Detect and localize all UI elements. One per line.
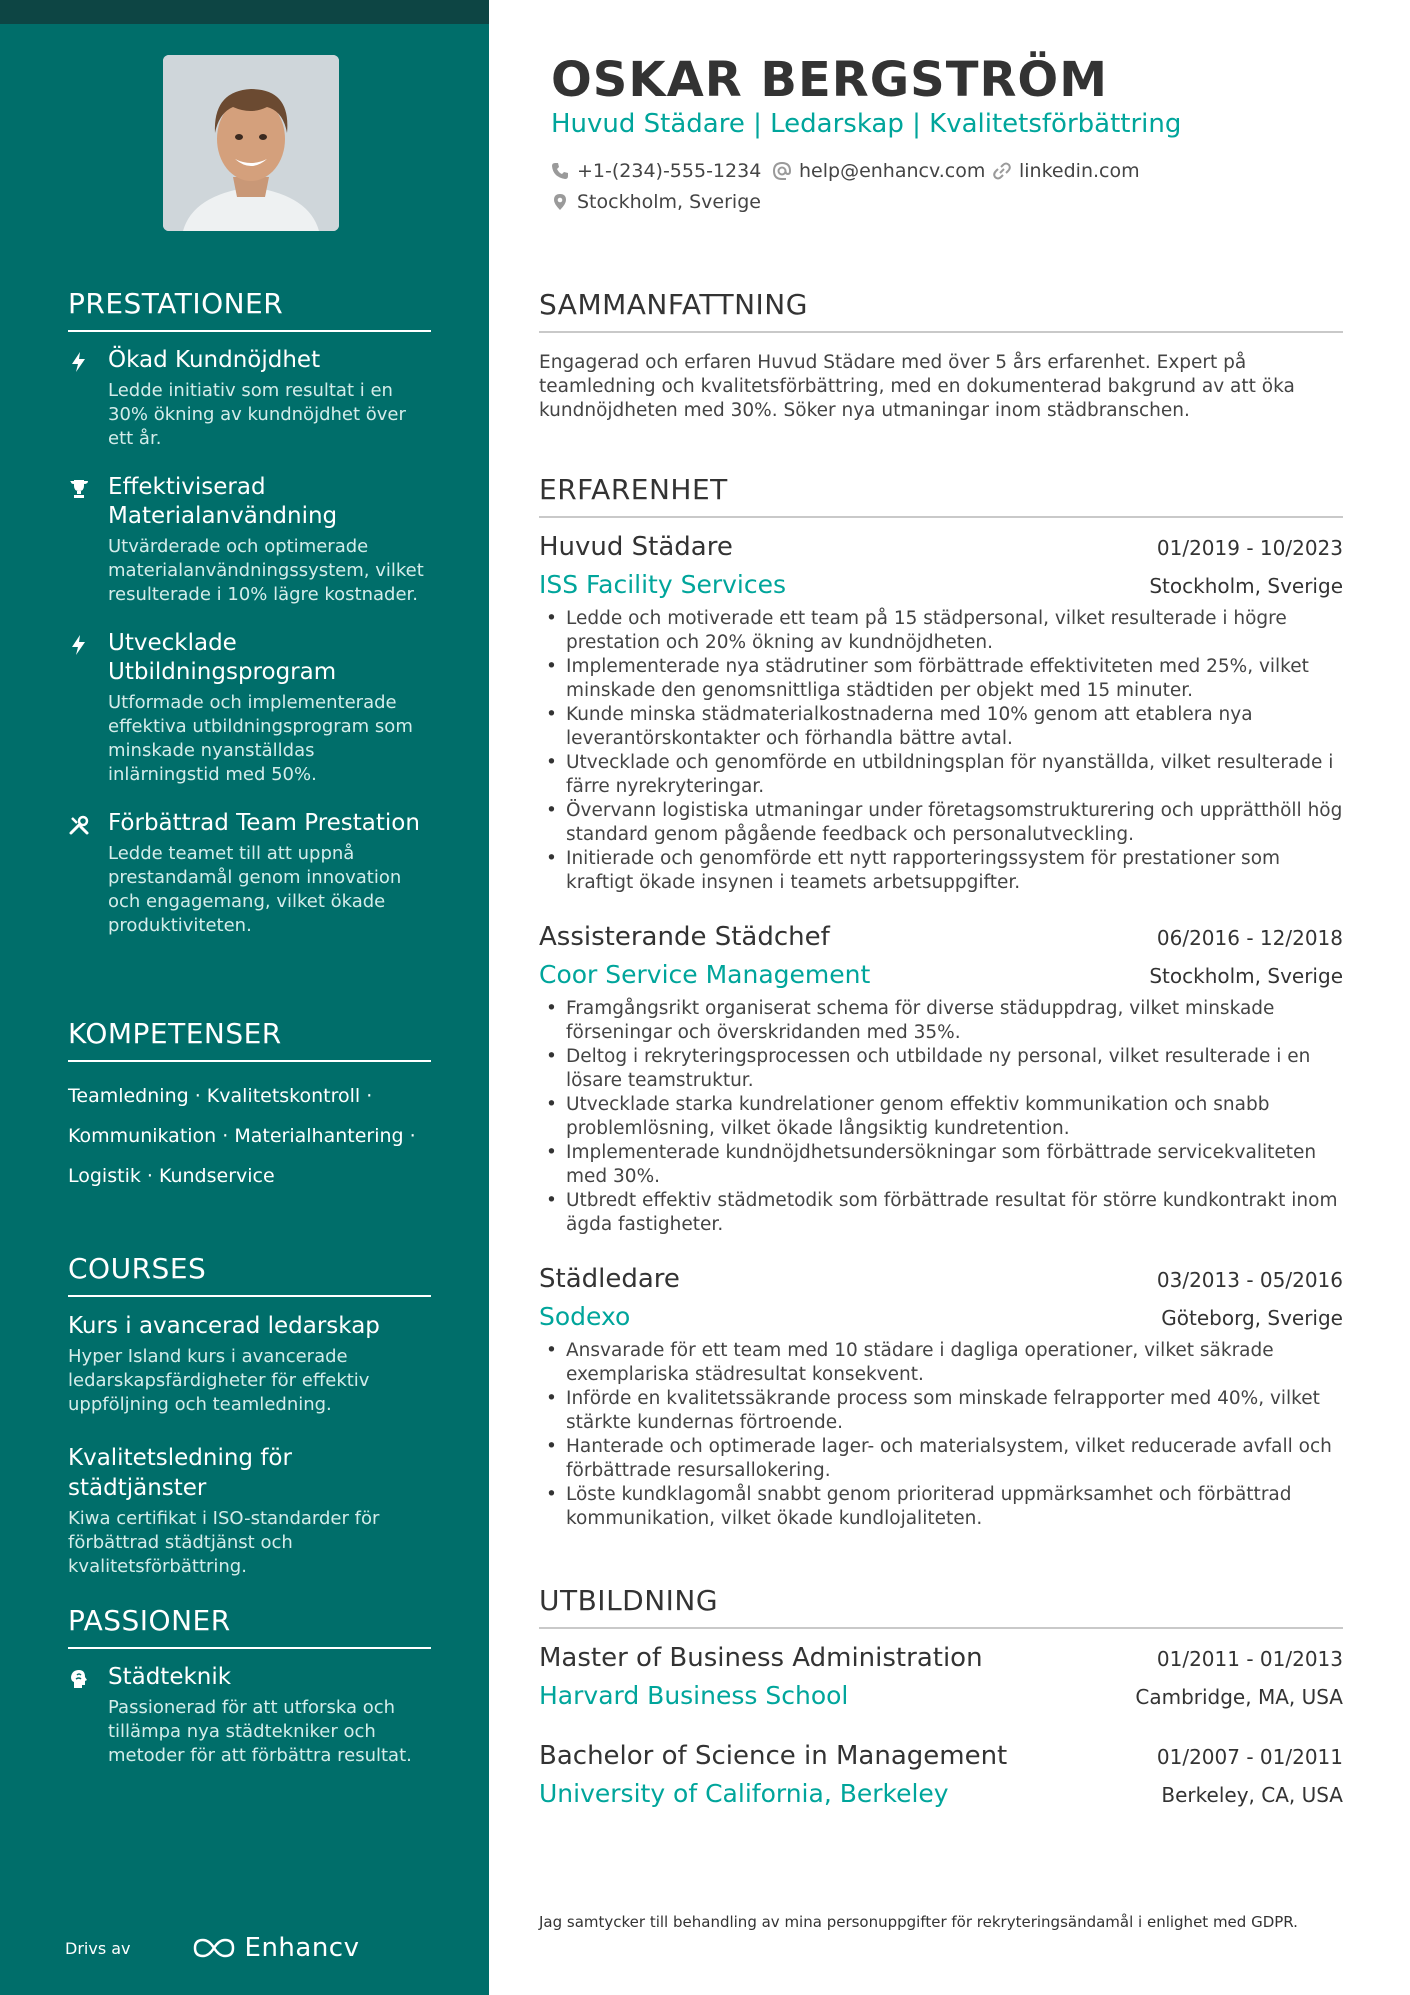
job-entry <box>539 922 1343 1237</box>
phone-text: +1-(234)-555-1234 <box>577 160 762 182</box>
job-bullet: • Hanterade och optimerade lager- och materialsystem, vilket reducerade avfall och förbättrade resursallokering. <box>566 1435 1343 1483</box>
link-icon <box>993 162 1011 180</box>
bolt-icon <box>68 634 90 656</box>
passion-item <box>68 1663 431 1768</box>
skills-line: Kommunikation · Materialhantering · <box>68 1125 416 1147</box>
education-school: University of California, Berkeley <box>539 1779 949 1808</box>
job-bullet: • Implementerade kundnöjdhetsundersökningar som förbättrade servicekvaliteten med 30%. <box>566 1141 1343 1189</box>
education-location: Cambridge, MA, USA <box>1135 1685 1343 1709</box>
phone-icon <box>551 162 569 180</box>
job-entry <box>539 532 1343 895</box>
candidate-titles: Huvud Städare | Ledarskap | Kvalitetsförbättring <box>551 109 1182 139</box>
sidebar-top-bar <box>0 0 489 24</box>
job-bullets <box>539 997 1343 1237</box>
job-dates: 01/2019 - 10/2023 <box>1156 536 1343 560</box>
education-entry <box>539 1741 1343 1808</box>
achievement-description: Utvärderade och optimerade materialanvändningssystem, vilket resulterade i 10% lägre kostnader. <box>108 536 424 605</box>
course-description: Hyper Island kurs i avancerade ledarskapsfärdigheter för effektiv uppföljning och teamledning. <box>68 1346 370 1415</box>
job-bullet: • Införde en kvalitetssäkrande process som minskade felrapporter med 40%, vilket stärkte kundernas förtroende. <box>566 1387 1343 1435</box>
achievement-item <box>68 473 431 607</box>
job-company: Coor Service Management <box>539 960 871 989</box>
job-bullet: • Ledde och motiverade ett team på 15 städpersonal, vilket resulterade i högre prestation och 20% ökning av kundnöjdheten. <box>566 607 1343 655</box>
job-dates: 03/2013 - 05/2016 <box>1156 1268 1343 1292</box>
passions-section <box>68 1604 431 1790</box>
bolt-icon <box>68 351 90 373</box>
course-title: Kvalitetsledning för städtjänster <box>68 1445 292 1501</box>
achievement-item <box>68 629 431 787</box>
job-company: Sodexo <box>539 1302 631 1331</box>
location-pin-icon <box>551 193 569 211</box>
experience-heading: ERFARENHET <box>539 473 1343 518</box>
powered-by <box>65 1928 365 1968</box>
achievement-item <box>68 809 431 938</box>
course-item <box>68 1311 431 1417</box>
job-title: Assisterande Städchef <box>539 922 830 952</box>
achievements-section <box>68 287 431 960</box>
job-bullet: • Löste kundklagomål snabbt genom prioriterad uppmärksamhet och förbättrad kommunikation, vilket ökade kundlojaliteten. <box>566 1483 1343 1531</box>
course-item <box>68 1443 431 1579</box>
achievement-title: Effektiviserad Materialanvändning <box>108 474 338 529</box>
enhancv-logo-icon <box>191 1936 237 1960</box>
education-location: Berkeley, CA, USA <box>1161 1783 1343 1807</box>
passion-title: Städteknik <box>108 1664 232 1690</box>
tools-icon <box>68 814 90 836</box>
job-bullet: • Övervann logistiska utmaningar under företagsomstrukturering och upprätthöll hög standard genom pågående feedback och personalutveckling. <box>566 799 1343 847</box>
job-bullet: • Initierade och genomförde ett nytt rapporteringssystem för prestationer som kraftigt ökade insynen i teamets arbetsuppgifter. <box>566 847 1343 895</box>
job-bullet: • Deltog i rekryteringsprocessen och utbildade ny personal, vilket resulterade i en lösare teamstruktur. <box>566 1045 1343 1093</box>
job-title: Huvud Städare <box>539 532 733 562</box>
job-dates: 06/2016 - 12/2018 <box>1156 926 1343 950</box>
skills-heading: KOMPETENSER <box>68 1017 431 1062</box>
job-location: Stockholm, Sverige <box>1149 574 1343 598</box>
summary-heading: SAMMANFATTNING <box>539 288 1343 333</box>
course-description: Kiwa certifikat i ISO-standarder för förbättrad städtjänst och kvalitetsförbättring. <box>68 1508 380 1577</box>
enhancv-logo[interactable] <box>191 1933 360 1963</box>
job-company: ISS Facility Services <box>539 570 787 599</box>
location-text: Stockholm, Sverige <box>577 191 761 213</box>
course-title: Kurs i avancerad ledarskap <box>68 1313 380 1339</box>
job-location: Stockholm, Sverige <box>1149 964 1343 988</box>
skills-line: Teamledning · Kvalitetskontroll · <box>68 1085 373 1107</box>
courses-section <box>68 1252 431 1605</box>
contact-phone <box>551 160 761 182</box>
job-bullet: • Utvecklade och genomförde en utbildningsplan för nyanställda, vilket resulterade i färre nyrekryteringar. <box>566 751 1343 799</box>
achievement-description: Utformade och implementerade effektiva utbildningsprogram som minskade nyanställdas inlärningstid med 50%. <box>108 692 413 785</box>
email-text: help@enhancv.com <box>799 160 986 182</box>
contact-linkedin[interactable] <box>993 160 1140 182</box>
achievement-description: Ledde initiativ som resultat i en 30% ökning av kundnöjdhet över ett år. <box>108 380 406 449</box>
linkedin-text: linkedin.com <box>1019 160 1140 182</box>
candidate-name: OSKAR BERGSTRÖM <box>551 52 1108 108</box>
brain-icon <box>68 1668 90 1690</box>
powered-by-label: Drivs av <box>65 1938 131 1958</box>
education-degree: Master of Business Administration <box>539 1643 983 1673</box>
achievement-title: Ökad Kundnöjdhet <box>108 347 321 373</box>
education-dates: 01/2007 - 01/2011 <box>1156 1745 1343 1769</box>
job-bullet: • Implementerade nya städrutiner som förbättrade effektiviteten med 25%, vilket minskade den genomsnittliga städtiden per objekt med 15 minuter. <box>566 655 1343 703</box>
contact-location <box>551 191 761 213</box>
job-title: Städledare <box>539 1264 680 1294</box>
enhancv-brand-name: Enhancv <box>244 1933 360 1963</box>
education-dates: 01/2011 - 01/2013 <box>1156 1647 1343 1671</box>
sidebar <box>0 0 489 1995</box>
achievement-title: Utvecklade Utbildningsprogram <box>108 630 337 685</box>
skills-section <box>68 1017 431 1196</box>
job-bullet: • Ansvarade för ett team med 10 städare i dagliga operationer, vilket säkrade exemplariska städresultat konsekvent. <box>566 1339 1343 1387</box>
skills-list <box>68 1076 431 1196</box>
job-bullet: • Kunde minska städmaterialkostnaderna med 10% genom att etablera nya leverantörskontakter och förhandla bättre avtal. <box>566 703 1343 751</box>
achievement-item <box>68 346 431 451</box>
job-entry <box>539 1264 1343 1531</box>
passions-heading: PASSIONER <box>68 1604 431 1649</box>
achievements-heading: PRESTATIONER <box>68 287 431 332</box>
job-bullet: • Framgångsrikt organiserat schema för diverse städuppdrag, vilket minskade förseningar och överskridanden med 35%. <box>566 997 1343 1045</box>
gdpr-consent: Jag samtycker till behandling av mina personuppgifter för rekryteringsändamål i enlighet med GDPR. <box>539 1913 1298 1931</box>
job-location: Göteborg, Sverige <box>1161 1306 1343 1330</box>
job-bullets <box>539 1339 1343 1531</box>
education-heading: UTBILDNING <box>539 1584 1343 1629</box>
education-entry <box>539 1643 1343 1710</box>
summary-text: Engagerad och erfaren Huvud Städare med över 5 års erfarenhet. Expert på teamledning och kvalitetsförbättring, med en dokumenterad bakgrund av att öka kundnöjdheten med 30%. Söker nya utmaningar inom städbranschen. <box>539 352 1295 421</box>
achievement-description: Ledde teamet till att uppnå prestandamål genom innovation och engagemang, vilket ökade produktiviteten. <box>108 843 402 936</box>
education-degree: Bachelor of Science in Management <box>539 1741 1008 1771</box>
job-bullets <box>539 607 1343 895</box>
courses-heading: COURSES <box>68 1252 431 1297</box>
trophy-icon <box>68 478 90 500</box>
education-school: Harvard Business School <box>539 1681 849 1710</box>
profile-photo <box>163 55 339 231</box>
skills-line: Logistik · Kundservice <box>68 1165 275 1187</box>
at-icon <box>773 162 791 180</box>
passion-description: Passionerad för att utforska och tillämpa nya städtekniker och metoder för att förbättra resultat. <box>108 1697 412 1766</box>
achievement-title: Förbättrad Team Prestation <box>108 810 420 836</box>
job-bullet: • Utbredt effektiv städmetodik som förbättrade resultat för större kundkontrakt inom ägda fastigheter. <box>566 1189 1343 1237</box>
job-bullet: • Utvecklade starka kundrelationer genom effektiv kommunikation och snabb problemlösning, vilket ökade långsiktig kundretention. <box>566 1093 1343 1141</box>
contact-email[interactable] <box>773 160 985 182</box>
